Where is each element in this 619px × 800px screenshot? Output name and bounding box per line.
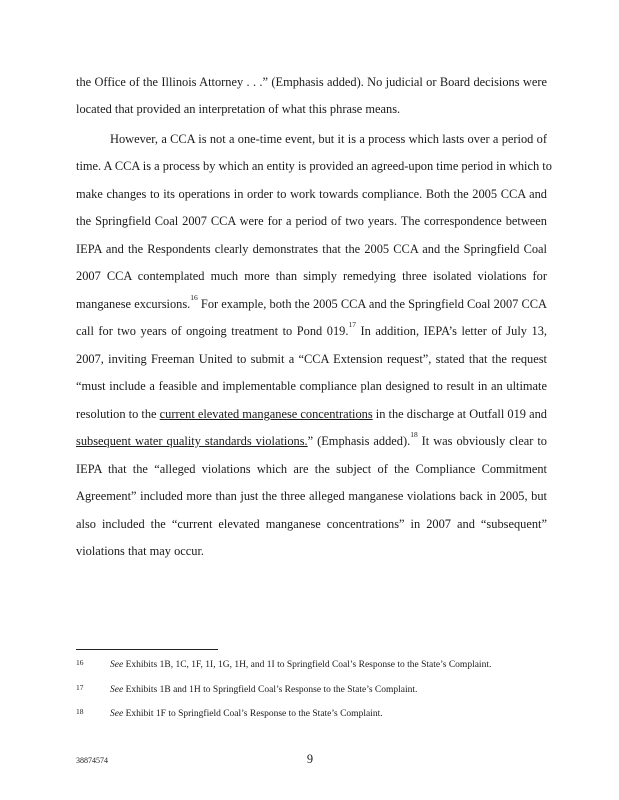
page-number: 9 (306, 752, 314, 766)
body-line: 2007 CCA contemplated much more than simply remedying three isolated violations for (76, 269, 547, 283)
body-line: the Office of the Illinois Attorney . . .” (Emphasis added). No judicial or Board decisions were (76, 75, 547, 89)
body-line: manganese excursions.$^{16}$ For example, both the 2005 CCA and the Springfield Coal 2007 CCA (76, 293, 547, 311)
body-line: Agreement” included more than just the three alleged manganese violations back in 2005, but (76, 489, 547, 503)
footnote-number: 16 (76, 658, 84, 667)
footnote-text: See Exhibits 1B, 1C, 1F, 1I, 1G, 1H, and 1I to Springfield Coal’s Response to the State’s Complaint. (110, 660, 492, 670)
body-line: located that provided an interpretation of what this phrase means. (76, 102, 401, 116)
footnote-divider (76, 649, 218, 650)
body-line: “must include a feasible and implementable compliance plan designed to result in an ultimate (76, 379, 547, 393)
body-line: the Springfield Coal 2007 CCA were for a period of two years. The correspondence between (76, 214, 547, 228)
footnote-number: 17 (76, 683, 84, 692)
footnote-ref: 17 (348, 320, 356, 329)
body-line: IEPA and the Respondents clearly demonstrates that the 2005 CCA and the Springfield Coal (76, 242, 547, 256)
footnote-number: 18 (76, 707, 84, 716)
underlined-phrase: current elevated manganese concentrations (159, 407, 373, 421)
body-line: make changes to its operations in order to work towards compliance. Both the 2005 CCA and (76, 187, 547, 201)
body-line: time. A CCA is a process by which an entity is provided an agreed-upon time period in which to (76, 159, 552, 173)
document-id: 38874574 (76, 756, 108, 765)
body-line: violations that may occur. (76, 544, 205, 558)
underlined-phrase: subsequent water quality standards violations. (76, 434, 308, 448)
body-line: subsequent water quality standards violations.” (Emphasis added).$^{18}$ It was obviously clear to (76, 430, 547, 448)
footnote-text: See Exhibits 1B and 1H to Springfield Coal’s Response to the State’s Complaint. (110, 685, 418, 695)
body-line: 2007, inviting Freeman United to submit a “CCA Extension request”, stated that the request (76, 352, 547, 366)
footnote-ref: 16 (190, 293, 198, 302)
body-line: call for two years of ongoing treatment to Pond 019.17 In addition, IEPA’s letter of July 13, (76, 320, 547, 338)
paragraph-start-line: However, a CCA is not a one-time event, but it is a process which lasts over a period of (110, 132, 547, 146)
body-line: also included the “current elevated manganese concentrations” in 2007 and “subsequent” (76, 517, 547, 531)
body-line: resolution to the current elevated manganese concentrations in the discharge at Outfall 019 and (76, 407, 547, 421)
footnote-text: See Exhibit 1F to Springfield Coal’s Response to the State’s Complaint. (110, 709, 383, 719)
footnote-ref: 18 (410, 430, 418, 439)
body-line: IEPA that the “alleged violations which are the subject of the Compliance Commitment (76, 462, 547, 476)
